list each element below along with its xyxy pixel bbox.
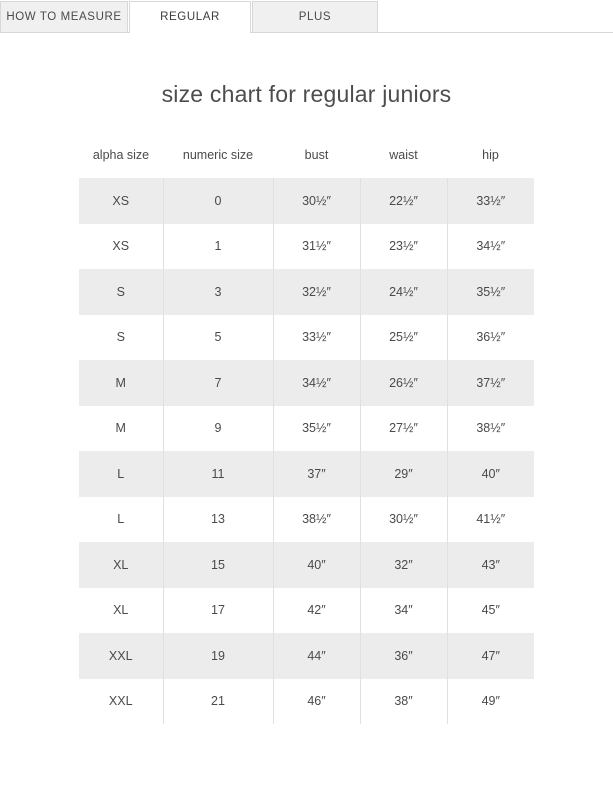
tab-how-to-measure[interactable]: HOW TO MEASURE xyxy=(0,1,128,32)
size-chart-table xyxy=(79,138,534,724)
table-row xyxy=(79,679,534,725)
cell-numeric-size: 5 xyxy=(163,315,273,361)
cell-hip: 47″ xyxy=(447,633,534,679)
page-title: size chart for regular juniors xyxy=(161,81,452,107)
cell-hip: 45″ xyxy=(447,588,534,634)
cell-waist: 27½″ xyxy=(360,406,447,452)
cell-alpha-size: XXL xyxy=(79,679,163,725)
table-row xyxy=(79,406,534,452)
cell-hip: 49″ xyxy=(447,679,534,725)
cell-alpha-size: XS xyxy=(79,224,163,270)
column-header-waist: waist xyxy=(360,138,447,178)
cell-numeric-size: 9 xyxy=(163,406,273,452)
table-row xyxy=(79,451,534,497)
cell-waist: 34″ xyxy=(360,588,447,634)
cell-waist: 36″ xyxy=(360,633,447,679)
tab-regular[interactable]: REGULAR xyxy=(129,1,251,32)
cell-hip: 35½″ xyxy=(447,269,534,315)
cell-numeric-size: 21 xyxy=(163,679,273,725)
column-header-bust: bust xyxy=(273,138,360,178)
table-row xyxy=(79,269,534,315)
cell-hip: 40″ xyxy=(447,451,534,497)
cell-waist: 30½″ xyxy=(360,497,447,543)
cell-alpha-size: XL xyxy=(79,588,163,634)
cell-waist: 29″ xyxy=(360,451,447,497)
table-row xyxy=(79,542,534,588)
cell-alpha-size: L xyxy=(79,451,163,497)
cell-bust: 33½″ xyxy=(273,315,360,361)
cell-alpha-size: L xyxy=(79,497,163,543)
cell-numeric-size: 13 xyxy=(163,497,273,543)
table-row xyxy=(79,224,534,270)
cell-waist: 23½″ xyxy=(360,224,447,270)
table-row xyxy=(79,497,534,543)
cell-numeric-size: 0 xyxy=(163,178,273,224)
cell-alpha-size: M xyxy=(79,406,163,452)
cell-bust: 46″ xyxy=(273,679,360,725)
table-row xyxy=(79,315,534,361)
cell-hip: 41½″ xyxy=(447,497,534,543)
size-chart-container xyxy=(79,138,534,724)
cell-alpha-size: S xyxy=(79,269,163,315)
column-header-hip: hip xyxy=(447,138,534,178)
cell-waist: 24½″ xyxy=(360,269,447,315)
cell-numeric-size: 3 xyxy=(163,269,273,315)
cell-bust: 44″ xyxy=(273,633,360,679)
table-row xyxy=(79,178,534,224)
cell-bust: 30½″ xyxy=(273,178,360,224)
tab-bar xyxy=(0,0,613,33)
table-row xyxy=(79,360,534,406)
cell-alpha-size: XS xyxy=(79,178,163,224)
table-header-row xyxy=(79,138,534,178)
cell-bust: 40″ xyxy=(273,542,360,588)
cell-alpha-size: M xyxy=(79,360,163,406)
cell-hip: 38½″ xyxy=(447,406,534,452)
column-header-numeric-size: numeric size xyxy=(163,138,273,178)
cell-bust: 34½″ xyxy=(273,360,360,406)
cell-hip: 33½″ xyxy=(447,178,534,224)
cell-bust: 32½″ xyxy=(273,269,360,315)
cell-waist: 25½″ xyxy=(360,315,447,361)
tab-plus[interactable]: PLUS xyxy=(252,1,378,32)
cell-hip: 43″ xyxy=(447,542,534,588)
cell-numeric-size: 15 xyxy=(163,542,273,588)
cell-numeric-size: 1 xyxy=(163,224,273,270)
cell-hip: 36½″ xyxy=(447,315,534,361)
table-body xyxy=(79,178,534,724)
cell-bust: 31½″ xyxy=(273,224,360,270)
cell-waist: 26½″ xyxy=(360,360,447,406)
cell-alpha-size: S xyxy=(79,315,163,361)
cell-bust: 35½″ xyxy=(273,406,360,452)
cell-waist: 22½″ xyxy=(360,178,447,224)
cell-waist: 38″ xyxy=(360,679,447,725)
table-header xyxy=(79,138,534,178)
table-row xyxy=(79,633,534,679)
cell-numeric-size: 17 xyxy=(163,588,273,634)
cell-hip: 37½″ xyxy=(447,360,534,406)
table-row xyxy=(79,588,534,634)
column-header-alpha-size: alpha size xyxy=(79,138,163,178)
cell-numeric-size: 7 xyxy=(163,360,273,406)
cell-hip: 34½″ xyxy=(447,224,534,270)
cell-bust: 38½″ xyxy=(273,497,360,543)
cell-numeric-size: 19 xyxy=(163,633,273,679)
cell-numeric-size: 11 xyxy=(163,451,273,497)
cell-bust: 37″ xyxy=(273,451,360,497)
cell-bust: 42″ xyxy=(273,588,360,634)
cell-alpha-size: XL xyxy=(79,542,163,588)
cell-waist: 32″ xyxy=(360,542,447,588)
cell-alpha-size: XXL xyxy=(79,633,163,679)
